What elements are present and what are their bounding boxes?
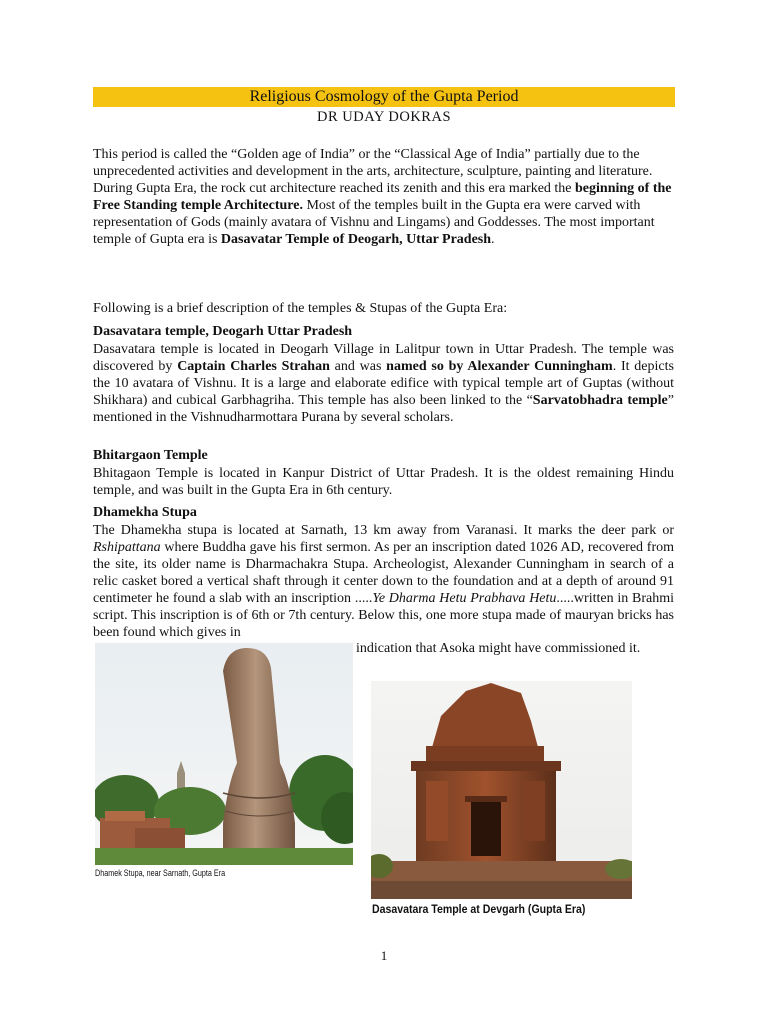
dhamek-stupa-caption: Dhamek Stupa, near Sarnath, Gupta Era <box>95 868 226 878</box>
section-text-dhamekha <box>93 522 674 641</box>
intro-paragraph-2 <box>93 180 674 248</box>
intro-paragraph-1: This period is called the “Golden age of India” or the “Classical Age of India” partially due to the unprecedented activities and development in the arts, architecture, sculpture, painting and literature. <box>93 147 653 179</box>
sec1-text-2: and was <box>329 359 387 374</box>
sec1-bold-2: named so by Alexander Cunningham <box>386 359 613 374</box>
intro-block <box>93 146 674 248</box>
intro-text-a: During Gupta Era, the rock cut architecture reached its zenith and this era marked the <box>93 181 576 196</box>
dasavatara-temple-photo <box>371 681 632 899</box>
intro-text-c: Most of the temples built in the Gupta era were carved with representation of Gods (mainly avatara of Vishnu and Lingams) and Goddesses. The most important temple of Gupta era is <box>93 198 655 247</box>
intro-bold-b: beginning of the Free Standing temple Architecture. <box>93 181 672 213</box>
section-text-dhamekha-last-line: indication that Asoka might have commissioned it. <box>356 641 641 656</box>
sec3-italic-1: Rshipattana <box>93 540 161 555</box>
sec1-text-3: . It depicts the 10 avatara of Vishnu. It is a large and elaborate edifice with typical temple art of Guptas (without Shikhara) and cubical Garbhagriha. This temple has also been linked to the “ <box>93 359 674 408</box>
following-line: Following is a brief description of the temples & Stupas of the Gupta Era: <box>93 301 508 316</box>
intro-text-e: . <box>491 232 495 247</box>
section-text-dasavatara <box>93 341 674 426</box>
sec1-text-1: Dasavatara temple is located in Deogarh Village in Lalitpur town in Uttar Pradesh. The temple was discovered by <box>93 342 674 374</box>
section-text-bhitargaon: Bhitagaon Temple is located in Kanpur District of Uttar Pradesh. It is the oldest remaining Hindu temple, and was built in the Gupta Era in 6th century. <box>93 466 674 498</box>
sec1-bold-3: Sarvatobhadra temple <box>532 393 668 408</box>
author-line: DR UDAY DOKRAS <box>316 109 452 125</box>
sec3-text-1: The Dhamekha stupa is located at Sarnath, 13 km away from Varanasi. It marks the deer park or <box>93 523 674 538</box>
section-heading-bhitargaon: Bhitargaon Temple <box>93 448 208 463</box>
sec3-text-3: .....written in Brahmi script. This inscription is of 6th or 7th century. Below this, one more stupa made of mauryan bricks has been found which gives in <box>93 591 674 640</box>
page-number: 1 <box>380 948 388 963</box>
dasavatara-temple-caption: Dasavatara Temple at Devgarh (Gupta Era) <box>372 902 586 916</box>
sec3-text-2: where Buddha gave his first sermon. As per an inscription dated 1026 AD, recovered from the site, its older name is Dharmachakra Stupa. Archeologist, Alexander Cunningham in search of a relic casket bored a vertical shaft through it center down to the foundation and at a depth of around 91 centimeter he found a slab with an inscription ..... <box>93 540 674 606</box>
section-heading-dhamekha: Dhamekha Stupa <box>93 505 197 520</box>
dhamek-stupa-photo <box>95 643 353 865</box>
sec1-text-4: ” mentioned in the Vishnudharmottara Purana by several scholars. <box>93 393 674 425</box>
section-heading-dasavatara: Dasavatara temple, Deogarh Uttar Pradesh <box>93 324 353 339</box>
sec1-bold-1: Captain Charles Strahan <box>177 359 330 374</box>
page-title: Religious Cosmology of the Gupta Period <box>93 87 675 107</box>
sec3-italic-2: Ye Dharma Hetu Prabhava Hetu <box>372 591 557 606</box>
intro-bold-d: Dasavatar Temple of Deogarh, Uttar Pradesh <box>220 232 492 247</box>
